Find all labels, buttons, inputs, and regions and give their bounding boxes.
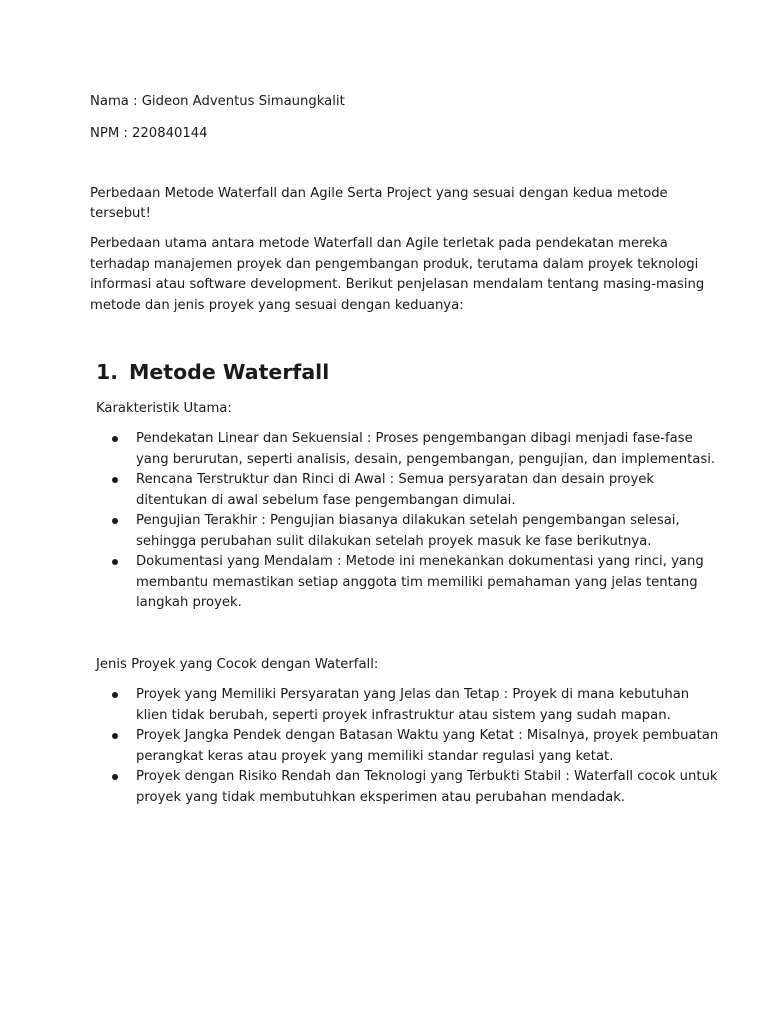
list-item [0,726,768,767]
section-heading [96,358,329,386]
list-item-text: ditentukan di awal sebelum fase pengembangan dimulai. [136,492,516,508]
list-item [0,552,768,614]
intro-line-4: metode dan jenis proyek yang sesuai dengan keduanya: [90,298,464,313]
section-number: 1. [96,360,119,384]
list-item-text: membantu memastikan setiap anggota tim memiliki pemahaman yang jelas tentang [136,574,698,590]
list-item [0,429,768,470]
intro-line-2: terhadap manajemen proyek dan pengembangan produk, terutama dalam proyek teknologi [90,257,699,272]
list-item-text: Pengujian Terakhir : Pengujian biasanya dilakukan setelah pengembangan selesai, [136,513,680,528]
characteristics-list [0,429,768,614]
list-item-text: Proyek dengan Risiko Rendah dan Teknologi yang Terbukti Stabil : Waterfall cocok untuk [136,769,718,784]
document-title-line-2: tersebut! [90,206,151,221]
bullet-icon [112,436,118,442]
list-item-text: Pendekatan Linear dan Sekuensial : Proses pengembangan dibagi menjadi fase-fase [136,431,693,446]
section-title: Metode Waterfall [129,360,330,384]
list-item-text: langkah proyek. [136,595,242,610]
bullet-icon [112,518,118,524]
list-item-text: sehingga perubahan sulit dilakukan setelah proyek masuk ke fase berikutnya. [136,533,652,549]
list-item [0,685,768,726]
list-item-text: yang berurutan, seperti analisis, desain, pengembangan, pengujian, dan implementasi. [136,451,716,467]
characteristics-label: Karakteristik Utama: [96,401,232,416]
bullet-icon [112,692,118,698]
bullet-icon [112,477,118,483]
projects-label: Jenis Proyek yang Cocok dengan Waterfall: [96,657,379,672]
intro-line-3: informasi atau software development. Berikut penjelasan mendalam tentang masing-masing [90,277,705,292]
projects-list [0,685,768,808]
list-item-text: klien tidak berubah, seperti proyek infrastruktur atau sistem yang sudah mapan. [136,707,671,723]
list-item-text: Proyek Jangka Pendek dengan Batasan Waktu yang Ketat : Misalnya, proyek pembuatan [136,728,719,743]
intro-line-1: Perbedaan utama antara metode Waterfall dan Agile terletak pada pendekatan mereka [90,236,668,251]
npm-line: NPM : 220840144 [90,126,208,141]
list-item-text: proyek yang tidak membutuhkan eksperimen atau perubahan mendadak. [136,789,626,805]
list-item-text: Dokumentasi yang Mendalam : Metode ini menekankan dokumentasi yang rinci, yang [136,554,704,569]
document-title-line-1: Perbedaan Metode Waterfall dan Agile Serta Project yang sesuai dengan kedua metode [90,186,668,201]
bullet-icon [112,559,118,565]
list-item [0,470,768,511]
author-name-line: Nama : Gideon Adventus Simaungkalit [90,94,345,109]
list-item [0,767,768,808]
list-item-text: Proyek yang Memiliki Persyaratan yang Jelas dan Tetap : Proyek di mana kebutuhan [136,687,690,702]
bullet-icon [112,774,118,780]
bullet-icon [112,733,118,739]
list-item-text: perangkat keras atau proyek yang memiliki standar regulasi yang ketat. [136,748,614,764]
list-item [0,511,768,552]
list-item-text: Rencana Terstruktur dan Rinci di Awal : Semua persyaratan dan desain proyek [136,472,655,487]
